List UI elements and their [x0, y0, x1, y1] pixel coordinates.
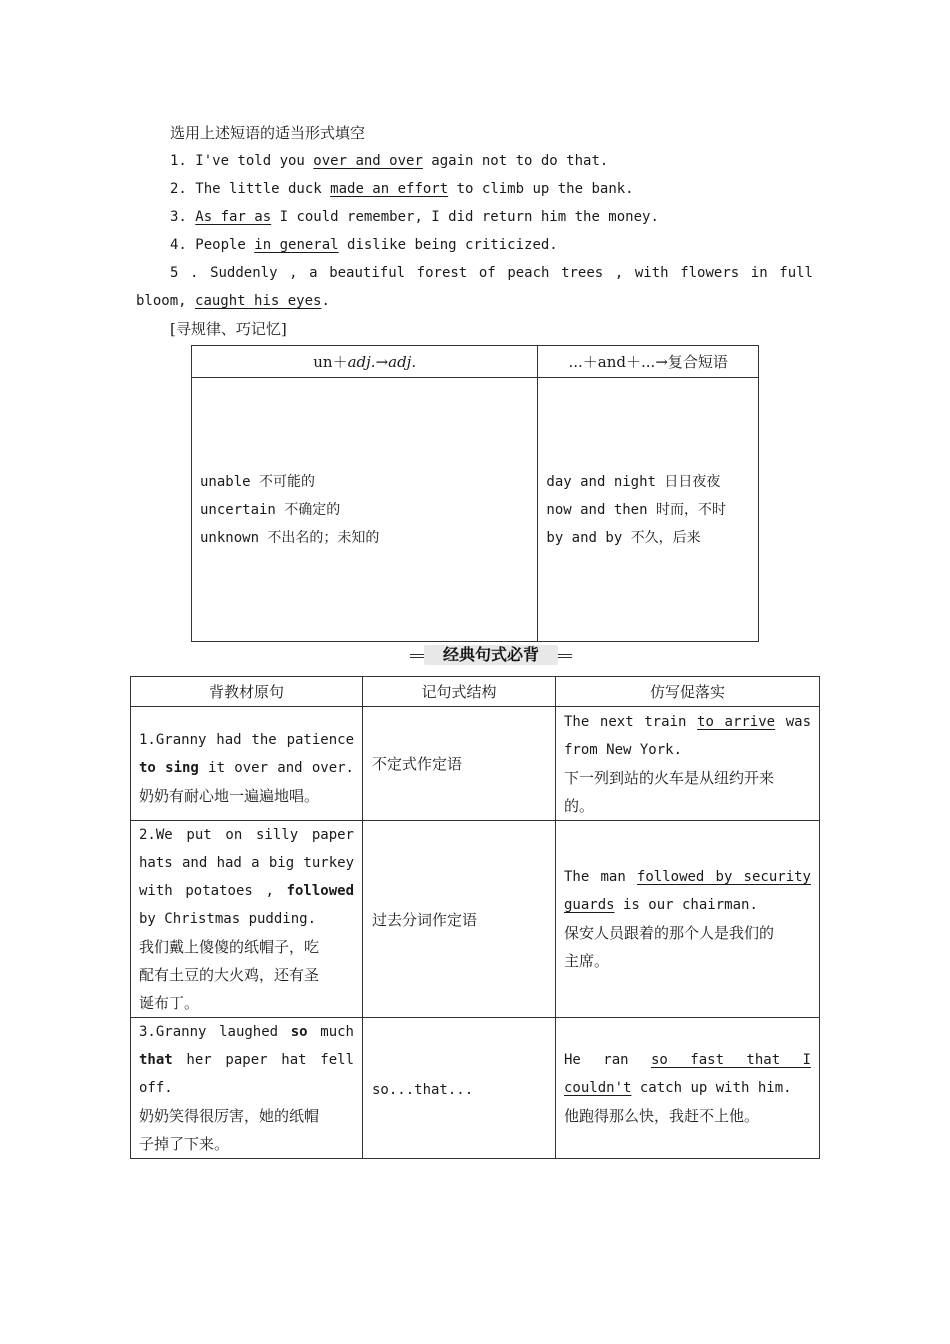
rules-item: unable 不可能的 — [200, 473, 316, 490]
exercise-item-2: 2. The little duck made an effort to climb up the bank. — [170, 181, 634, 197]
exercise-instruction: 选用上述短语的适当形式填空 — [170, 124, 366, 142]
sentence-table — [130, 676, 820, 1159]
row1-structure: 不定式作定语 — [363, 707, 556, 821]
rules-header-un: un＋adj.→adj. — [192, 346, 538, 378]
row3-structure: so...that... — [363, 1018, 556, 1159]
row2-original: 2.We put on silly paper hats and had a big turkey with potatoes , followed by Christmas pudding. 我们戴上傻傻的纸帽子，吃 配有土豆的大火鸡，还有圣 诞布丁。 — [131, 821, 363, 1018]
rules-heading: [寻规律、巧记忆] — [170, 320, 287, 338]
answer-blank: caught his eyes — [195, 293, 322, 309]
answer-blank: As far as — [195, 209, 272, 225]
answer-blank: made an effort — [330, 181, 449, 197]
row1-imitation: The next train to arrive was from New York. 下一列到站的火车是从纽约开来 的。 — [556, 707, 820, 821]
section-banner — [410, 643, 572, 667]
answer-blank: so fast that I — [651, 1052, 811, 1068]
header-structure: 记句式结构 — [363, 677, 556, 707]
answer-blank: guards — [564, 897, 615, 913]
header-imitation: 仿写促落实 — [556, 677, 820, 707]
answer-blank: in general — [254, 237, 339, 253]
rules-item: unknown 不出名的；未知的 — [200, 529, 380, 546]
row3-imitation: He ran so fast that I couldn't catch up with him. 他跑得那么快，我赶不上他。 — [556, 1018, 820, 1159]
rules-item: day and night 日日夜夜 — [546, 473, 721, 490]
exercise-item-1: 1. I've told you over and over again not to do that. — [170, 153, 609, 169]
rules-table — [191, 345, 759, 642]
exercise-item-4: 4. People in general dislike being criticized. — [170, 237, 558, 253]
answer-blank: followed by security — [636, 869, 811, 885]
header-original: 背教材原句 — [131, 677, 363, 707]
rules-item: now and then 时而，不时 — [546, 501, 726, 518]
row2-imitation: The man followed by security guards is our chairman. 保安人员跟着的那个人是我们的 主席。 — [556, 821, 820, 1018]
rules-header-and: ...＋and＋...→复合短语 — [538, 346, 759, 378]
answer-blank: over and over — [313, 153, 423, 169]
rules-item: by and by 不久，后来 — [546, 529, 701, 546]
rules-col-un — [192, 378, 538, 642]
exercise-item-5-line1: 5 . Suddenly , a beautiful forest of peach trees , with flowers in full — [170, 265, 813, 281]
exercise-item-3: 3. As far as I could remember, I did return him the money. — [170, 209, 659, 225]
row2-structure: 过去分词作定语 — [363, 821, 556, 1018]
answer-blank: to arrive — [697, 713, 776, 730]
section-banner-title: 经典句式必背 — [442, 645, 539, 664]
rules-item: uncertain 不确定的 — [200, 501, 341, 518]
rules-col-and — [538, 378, 759, 642]
answer-blank: couldn't — [564, 1080, 632, 1096]
exercise-item-5-line2: bloom, caught his eyes. — [136, 293, 330, 309]
row3-original: 3.Granny laughed so much that her paper hat fell off. 奶奶笑得很厉害，她的纸帽 子掉了下来。 — [131, 1018, 363, 1159]
row1-original: 1.Granny had the patience to sing it over and over. 奶奶有耐心地一遍遍地唱。 — [131, 707, 363, 821]
